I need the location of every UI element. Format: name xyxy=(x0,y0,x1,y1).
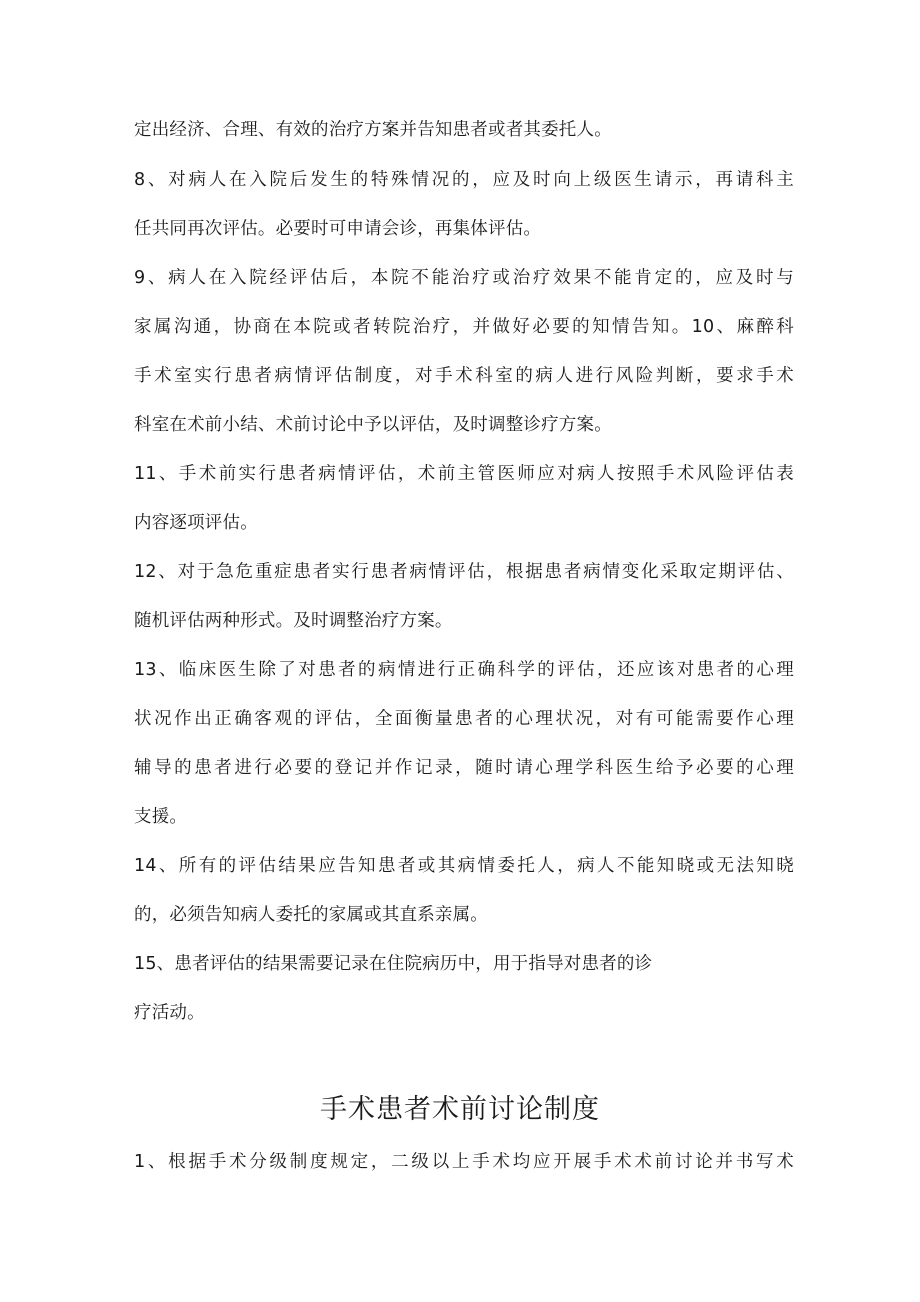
text-line: 9、病人在入院经评估后，本院不能治疗或治疗效果不能肯定的，应及时与 xyxy=(134,268,794,288)
text-line: 的，必须告知病人委托的家属或其直系亲属。 xyxy=(134,905,488,925)
text-line: 8、对病人在入院后发生的特殊情况的，应及时向上级医生请示，再请科主 xyxy=(134,170,794,190)
text-line: 15、患者评估的结果需要记录在住院病历中，用于指导对患者的诊 xyxy=(134,954,653,974)
text-line: 内容逐项评估。 xyxy=(134,513,258,533)
text-line: 家属沟通，协商在本院或者转院治疗，并做好必要的知情告知。10、麻醉科 xyxy=(134,317,794,337)
text-line: 辅导的患者进行必要的登记并作记录，随时请心理学科医生给予必要的心理 xyxy=(134,758,794,778)
text-line: 疗活动。 xyxy=(134,1003,205,1023)
text-line: 状况作出正确客观的评估，全面衡量患者的心理状况，对有可能需要作心理 xyxy=(134,709,794,729)
text-line: 手术室实行患者病情评估制度，对手术科室的病人进行风险判断，要求手术 xyxy=(134,366,794,386)
text-line: 科室在术前小结、术前讨论中予以评估，及时调整诊疗方案。 xyxy=(134,415,612,435)
text-line: 12、对于急危重症患者实行患者病情评估，根据患者病情变化采取定期评估、 xyxy=(134,562,794,582)
text-line: 1、根据手术分级制度规定，二级以上手术均应开展手术术前讨论并书写术 xyxy=(134,1152,794,1172)
text-line: 13、临床医生除了对患者的病情进行正确科学的评估，还应该对患者的心理 xyxy=(134,660,794,680)
text-line: 任共同再次评估。必要时可申请会诊，再集体评估。 xyxy=(134,219,542,239)
text-line: 随机评估两种形式。及时调整治疗方案。 xyxy=(134,611,453,631)
text-line: 14、所有的评估结果应告知患者或其病情委托人，病人不能知晓或无法知晓 xyxy=(134,856,794,876)
text-line: 11、手术前实行患者病情评估，术前主管医师应对病人按照手术风险评估表 xyxy=(134,464,794,484)
section-title: 手术患者术前讨论制度 xyxy=(320,1094,600,1125)
text-line: 定出经济、合理、有效的治疗方案并告知患者或者其委托人。 xyxy=(134,120,612,140)
text-line: 支援。 xyxy=(134,807,188,827)
